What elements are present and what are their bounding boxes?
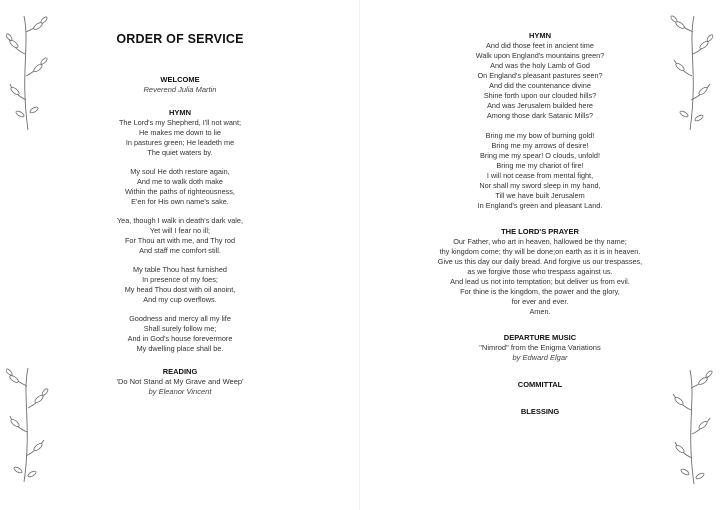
hymn-line: And my cup overflows.: [143, 295, 217, 304]
music-composer: by Edward Elgar: [512, 353, 568, 362]
music-piece: "Nimrod" from the Enigma Variations: [479, 343, 601, 352]
hymn-section: [476, 31, 605, 211]
hymn-line: And did the countenance divine: [489, 81, 591, 90]
hymn-line: Walk upon England's mountains green?: [475, 51, 605, 60]
hymn-stanza: [476, 41, 605, 121]
hymn-line: Bring me my arrows of desire!: [491, 141, 589, 150]
page-title: ORDER OF SERVICE: [116, 32, 244, 46]
committal-heading: COMMITTAL: [517, 380, 563, 389]
prayer-line: For thine is the kingdom, the power and the glory,: [460, 287, 620, 296]
hymn-line: He makes me down to lie: [139, 128, 221, 137]
hymn-line: Shall surely follow me;: [143, 324, 217, 333]
prayer-line: Amen.: [529, 307, 551, 316]
hymn-line: In presence of my foes;: [142, 275, 218, 284]
hymn-stanza: [128, 314, 233, 354]
welcome-section: [144, 75, 217, 95]
hymn-line: Bring me my chariot of fire!: [496, 161, 584, 170]
committal-section: [518, 380, 562, 390]
blessing-heading: BLESSING: [520, 407, 560, 416]
hymn-line: In England's green and pleasant Land.: [477, 201, 603, 210]
prayer-line: And lead us not into temptation; but deliver us from evil.: [450, 277, 630, 286]
reading-title: 'Do Not Stand at My Grave and Weep': [116, 377, 244, 386]
departure-heading: DEPARTURE MUSIC: [503, 333, 577, 342]
hymn-line: The quiet waters by.: [147, 148, 213, 157]
hymn-line: My soul He doth restore again,: [130, 167, 230, 176]
hymn-line: Yea, though I walk in death's dark vale,: [116, 216, 244, 225]
hymn-heading: HYMN: [168, 108, 192, 117]
prayer-line: for ever and ever.: [511, 297, 569, 306]
hymn-line: Shine forth upon our clouded hills?: [483, 91, 597, 100]
hymn-stanza: [125, 265, 236, 305]
hymn-line: My head Thou dost with oil anoint,: [124, 285, 236, 294]
hymn-line: And did those feet in ancient time: [486, 41, 594, 50]
reading-heading: READING: [162, 367, 198, 376]
reading-author: by Eleanor Vincent: [148, 387, 212, 396]
right-page: [360, 0, 720, 510]
hymn-stanza: [478, 131, 603, 211]
hymn-line: And was Jerusalem builded here: [487, 101, 593, 110]
hymn-line: My dwelling place shall be.: [136, 344, 224, 353]
hymn-stanza: [119, 118, 241, 158]
hymn-line: Nor shall my sword sleep in my hand,: [479, 181, 601, 190]
hymn-line: Among those dark Satanic Mills?: [486, 111, 594, 120]
hymn-line: And in God's house forevermore: [127, 334, 233, 343]
officiant-name: Reverend Julia Martin: [143, 85, 217, 94]
hymn-line: Yet will I fear no ill;: [149, 226, 211, 235]
hymn-line: The Lord's my Shepherd, I'll not want;: [118, 118, 241, 127]
prayer-line: thy kingdom come; thy will be done;on earth as it is in heaven.: [439, 247, 641, 256]
hymn-line: And me to walk doth make: [137, 177, 223, 186]
welcome-heading: WELCOME: [160, 75, 200, 84]
hymn-section: [117, 108, 243, 354]
lords-prayer-section: [438, 227, 642, 317]
hymn-line: Bring me my spear! O clouds, unfold!: [479, 151, 601, 160]
hymn-line: E'en for His own name's sake.: [131, 197, 229, 206]
hymn-stanza: [125, 167, 235, 207]
prayer-line: Give us this day our daily bread. And forgive us our trespasses,: [437, 257, 643, 266]
hymn-stanza: [117, 216, 243, 256]
hymn-heading: HYMN: [528, 31, 552, 40]
hymn-line: And was the holy Lamb of God: [490, 61, 590, 70]
hymn-line: In pastures green; He leadeth me: [125, 138, 235, 147]
hymn-line: Within the paths of righteousness,: [125, 187, 235, 196]
hymn-line: Till we have built Jerusalem: [495, 191, 585, 200]
hymn-line: Bring me my bow of burning gold!: [485, 131, 595, 140]
hymn-line: Goodness and mercy all my life: [129, 314, 231, 323]
prayer-line: as we forgive those who trespass against us.: [467, 267, 613, 276]
hymn-line: For Thou art with me, and Thy rod: [124, 236, 236, 245]
lords-prayer-heading: THE LORD'S PRAYER: [501, 227, 579, 236]
departure-music-section: [479, 333, 600, 363]
hymn-line: And staff me comfort still.: [139, 246, 221, 255]
hymn-line: On England's pleasant pastures seen?: [477, 71, 603, 80]
blessing-section: [521, 407, 559, 417]
hymn-line: My table Thou hast furnished: [133, 265, 227, 274]
prayer-line: Our Father, who art in heaven, hallowed be thy name;: [453, 237, 627, 246]
reading-section: [117, 367, 244, 397]
hymn-line: I will not cease from mental fight,: [486, 171, 594, 180]
